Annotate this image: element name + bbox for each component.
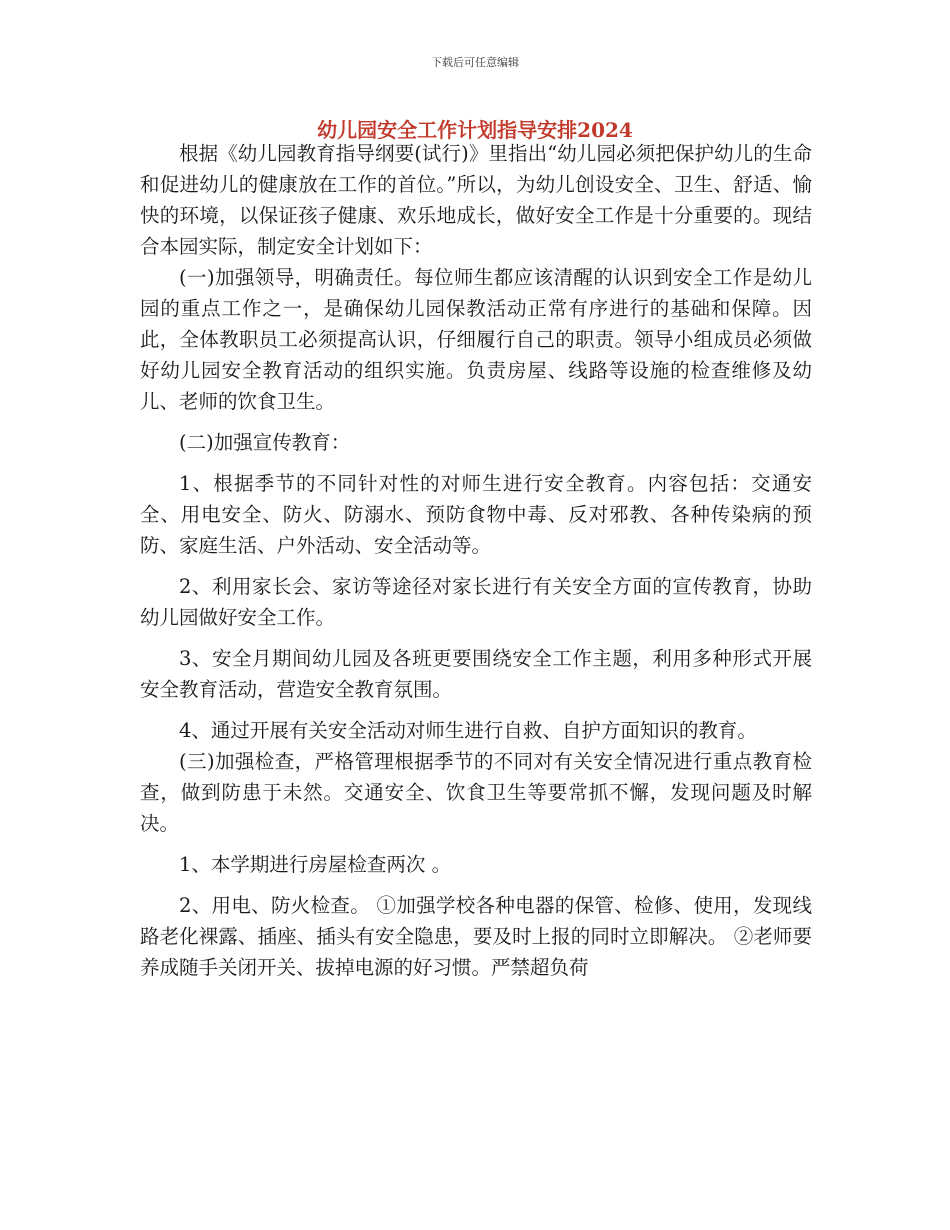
document-body [140,138,812,983]
paragraph-item: 1、根据季节的不同针对性的对师生进行安全教育。内容包括：交通安全、用电安全、防火、防溺水、预防食物中毒、反对邪教、各种传染病的预防、家庭生活、户外活动、安全活动等。 [140,472,812,557]
paragraph-section-1: (一)加强领导，明确责任。每位师生都应该清醒的认识到安全工作是幼儿园的重点工作之一，是确保幼儿园保教活动正常有序进行的基础和保障。因此，全体教职员工必须提高认识，仔细履行自己的职责。领导小组成员必须做好幼儿园安全教育活动的组织实施。负责房屋、线路等设施的检查维修及幼儿、老师的饮食卫生。 [140,266,812,413]
document-title: 幼儿园安全工作计划指导安排2024 [317,118,633,142]
header-note: 下载后可任意编辑 [431,56,519,69]
paragraph-section-2-heading: (二)加强宣传教育： [179,431,351,454]
paragraph-item: 1、本学期进行房屋检查两次 。 [179,853,452,876]
paragraph-item: 2、利用家长会、家访等途径对家长进行有关安全方面的宣传教育，协助幼儿园做好安全工作。 [140,575,812,629]
paragraph-item: 3、安全月期间幼儿园及各班更要围绕安全工作主题，利用多种形式开展安全教育活动，营造安全教育氛围。 [140,647,812,701]
paragraph-item: 2、用电、防火检查。 ①加强学校各种电器的保管、检修、使用，发现线路老化裸露、插座、插头有安全隐患，要及时上报的同时立即解决。 ②老师要养成随手关闭开关、拔掉电源的好习惯。严禁超负荷 [140,894,812,979]
paragraph-item: 4、通过开展有关安全活动对师生进行自救、自护方面知识的教育。 [179,719,757,742]
paragraph-intro: 根据《幼儿园教育指导纲要(试行)》里指出“幼儿园必须把保护幼儿的生命和促进幼儿的健康放在工作的首位。”所以，为幼儿创设安全、卫生、舒适、愉快的环境，以保证孩子健康、欢乐地成长，做好安全工作是十分重要的。现结合本园实际，制定安全计划如下： [140,142,812,258]
paragraph-section-3: (三)加强检查，严格管理根据季节的不同对有关安全情况进行重点教育检查，做到防患于未然。交通安全、饮食卫生等要常抓不懈，发现问题及时解决。 [140,750,812,835]
